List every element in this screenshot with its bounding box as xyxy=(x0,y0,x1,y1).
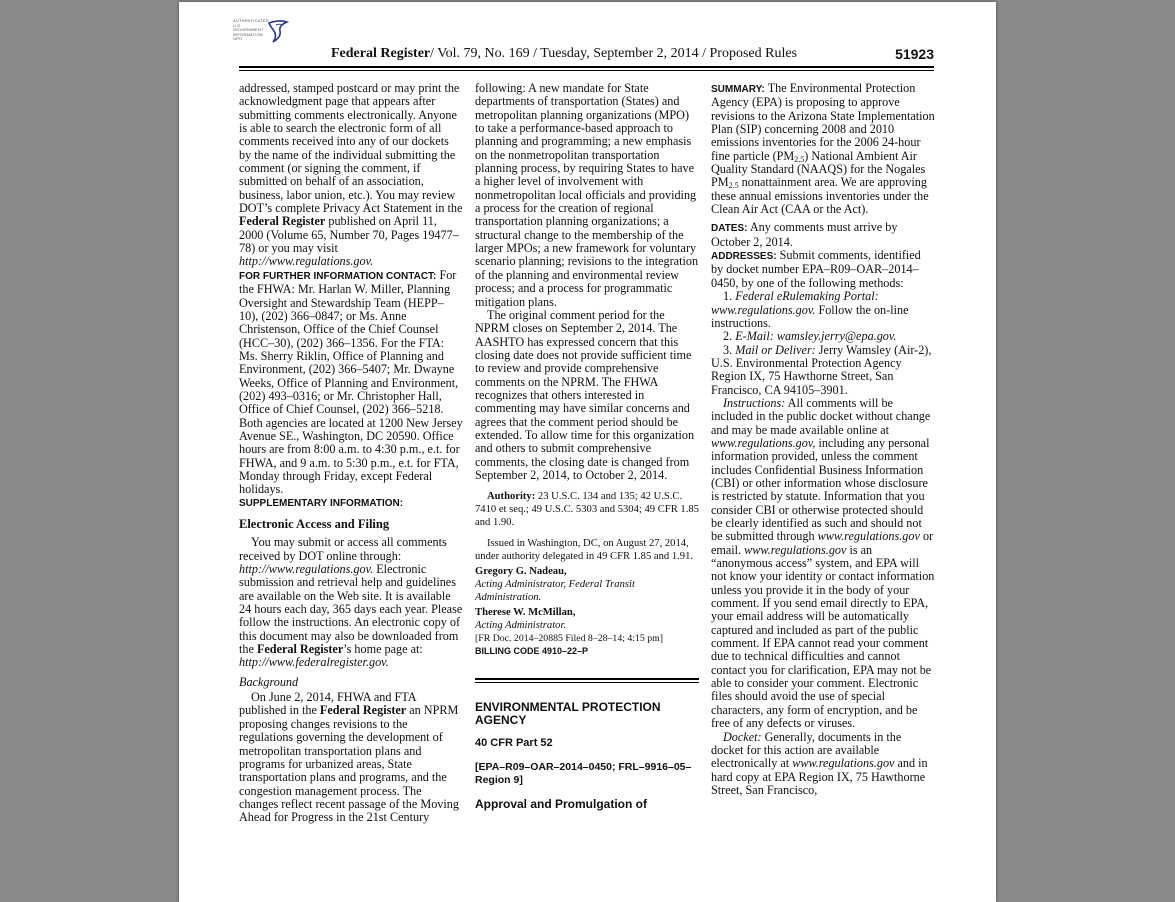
addresses-paragraph: ADDRESSES: Submit comments, identified by docket number EPA–R09–OAR–2014–0450, by one of the following methods: xyxy=(711,248,921,290)
fr-doc-line: [FR Doc. 2014–20885 Filed 8–28–14; 4:15 pm] xyxy=(475,633,664,645)
signer-1-name: Gregory G. Nadeau, xyxy=(475,566,567,578)
summary-paragraph: SUMMARY: The Environmental Protection Agency (EPA) is proposing to approve revisions to the Arizona State Implementation Plan (SIP) concerning 2008 and 2010 emissions inventories for the 2006 24-hour fine particle $(PM_{2.5})$ National Ambient Air Quality Standard (NAAQS) for the Nogales $PM_{2.5}$ nonattainment area. We are approving these annual emissions inventories under the Clean Air Act (CAA or the Act). xyxy=(711,81,935,217)
agency-heading: ENVIRONMENTAL PROTECTION AGENCY xyxy=(475,700,661,728)
rule-title: Approval and Promulgation of xyxy=(475,797,648,812)
dates-label: DATES: xyxy=(711,223,748,235)
docket-id: [EPA–R09–OAR–2014–0450; FRL–9916–05–Region 9] xyxy=(475,761,692,787)
method-2: 2. E-Mail: wamsley.jerry@epa.gov. xyxy=(723,329,897,344)
page-number: 51923 xyxy=(895,46,934,62)
document-page xyxy=(179,2,996,902)
gpo-logo-text: AUTHENTICATED U.S. GOVERNMENT INFORMATION GPO xyxy=(233,18,269,41)
page-header xyxy=(239,46,934,66)
supplementary-label: SUPPLEMENTARY INFORMATION: xyxy=(239,497,404,509)
column-1 xyxy=(239,82,463,825)
signer-2-title: Acting Administrator. xyxy=(475,620,567,632)
header-title xyxy=(331,46,797,62)
header-rule-thick xyxy=(239,66,934,68)
instructions-paragraph: Instructions: All comments will be included in the public docket without change and may be made available online at www.regulations.gov, including any personal information provided, unless the comment includes Confidential Business Information (CBI) or other information whose disclosure is restricted by statute. Information that you consider CBI or otherwise protected should be clearly identified as such and should not be submitted through www.regulations.gov or email. www.regulations.gov is an “anonymous access” system, and EPA will not know your identity or contact information unless you provide it in the body of your comment. If you send email directly to EPA, your email address will be automatically captured and included as part of the public comment. If EPA cannot read your comment due to technical difficulties and cannot contact you for clarification, EPA may not be able to consider your comment. Electronic files should avoid the use of special characters, any form of encryption, and be free of any defects or viruses. xyxy=(711,395,935,731)
further-info-label: FOR FURTHER INFORMATION CONTACT: xyxy=(239,270,437,282)
method-1: 1. Federal eRulemaking Portal: www.regulations.gov. Follow the on-line instructions. xyxy=(711,289,909,330)
docket-paragraph: Docket: Generally, documents in the docket for this action are available electronically at www.regulations.gov and in hard copy at EPA Region IX, 75 Hawthorne Street, San Francisco, xyxy=(711,729,928,797)
issued-paragraph: Issued in Washington, DC, on August 27, 2014, under authority delegated in 49 CFR 1.85 and 1.91. xyxy=(475,538,694,563)
background-heading: Background xyxy=(239,674,299,689)
eagle-icon xyxy=(267,19,289,45)
billing-code: BILLING CODE 4910–22–P xyxy=(475,646,589,657)
signer-2-name: Therese W. McMillan, xyxy=(475,607,576,619)
electronic-access-heading: Electronic Access and Filing xyxy=(239,517,390,531)
mandate-paragraph: following: A new mandate for State departments of transportation (States) and metropolitan planning organizations (MPO) to take a performance-based approach to planning and programming; a new emphasis on the nonmetropolitan transportation planning process, by requiring States to have a higher level of involvement with nonmetropolitan local officials and providing a process for the creation of regional transportation planning organizations; a structural change to the membership of the larger MPOs; a new framework for voluntary scenario planning; revisions to the integration of the planning and environmental review process; and a process for programmatic mitigation plans. xyxy=(475,81,699,309)
authority-paragraph: Authority: 23 U.S.C. 134 and 135; 42 U.S.C. 7410 et seq.; 49 U.S.C. 5303 and 5304; 49 CFR 1.85 and 1.90. xyxy=(475,491,699,529)
section-divider xyxy=(475,678,699,683)
cfr-part: 40 CFR Part 52 xyxy=(475,737,553,750)
gpo-logo xyxy=(233,19,293,45)
addresses-label: ADDRESSES: xyxy=(711,251,777,263)
header-rule-thin xyxy=(239,70,934,71)
electronic-access-paragraph: You may submit or access all comments received by DOT online through: http://www.regulations.gov. Electronic submission and retrieval help and guidelines are available on the Web site. It is available 24 hours each day, 365 days each year. Please follow the instructions. An electronic copy of this document may also be downloaded from the Federal Register’s home page at: http://www.federalregister.gov. xyxy=(239,535,463,670)
column-3 xyxy=(711,82,935,797)
column-2 xyxy=(475,82,699,811)
comment-period-paragraph: The original comment period for the NPRM closes on September 2, 2014. The AASHTO has expressed concern that this closing date does not provide sufficient time to review and provide comprehensive comments on the NPRM. The FHWA recognizes that others interested in commenting may have similar concerns and agrees that the comment period should be extended. To allow time for this organization and others to submit comprehensive comments, the closing date is changed from September 2, 2014, to October 2, 2014. xyxy=(475,307,695,482)
issue-details: / Vol. 79, No. 169 / Tuesday, September 2, 2014 / Proposed Rules xyxy=(430,46,797,61)
method-3: 3. Mail or Deliver: Jerry Wamsley (Air-2), U.S. Environmental Protection Agency Region IX, 75 Hawthorne Street, San Francisco, CA 94105–3901. xyxy=(711,342,932,397)
privacy-paragraph: addressed, stamped postcard or may print the acknowledgment page that appears after submitting comments electronically. Anyone is able to search the electronic form of all comments received into any of our dockets by the name of the individual submitting the comment (or signing the comment, if submitted on behalf of an association, business, labor union, etc.). You may review DOT’s complete Privacy Act Statement in the Federal Register published on April 11, 2000 (Volume 65, Number 70, Pages 19477–78) or you may visit http://www.regulations.gov. xyxy=(239,81,463,269)
further-info-paragraph: FOR FURTHER INFORMATION CONTACT: For the FHWA: Mr. Harlan W. Miller, Planning Oversight and Stewardship Team (HEPP–10), (202) 366–0847; or Ms. Anne Christenson, Office of the Chief Counsel (HCC–30), (202) 366–1356. For the FTA: Ms. Sherry Riklin, Office of Planning and Environment, (202) 366–5407; Mr. Dwayne Weeks, Office of Planning and Environment, (202) 493–0316; or Mr. Christopher Hall, Office of Chief Counsel, (202) 366–5218. Both agencies are located at 1200 New Jersey Avenue SE., Washington, DC 20590. Office hours are from 8:00 a.m. to 4:30 p.m., e.t. for FHWA, and 9 a.m. to 5:30 p.m., e.t. for FTA, Monday through Friday, except Federal holidays. xyxy=(239,267,463,497)
signer-1-title: Acting Administrator, Federal Transit Administration. xyxy=(475,579,635,604)
dates-paragraph: DATES: Any comments must arrive by October 2, 2014. xyxy=(711,220,898,249)
summary-label: SUMMARY: xyxy=(711,84,765,95)
publication-name: Federal Register xyxy=(331,46,431,61)
background-paragraph: On June 2, 2014, FHWA and FTA published in the Federal Register an NPRM proposing changes revisions to the regulations governing the development of metropolitan transportation plans and programs for urbanized areas, State transportation plans and programs, and the congestion management process. The changes reflect recent passage of the Moving Ahead for Progress in the 21st Century xyxy=(239,690,459,825)
